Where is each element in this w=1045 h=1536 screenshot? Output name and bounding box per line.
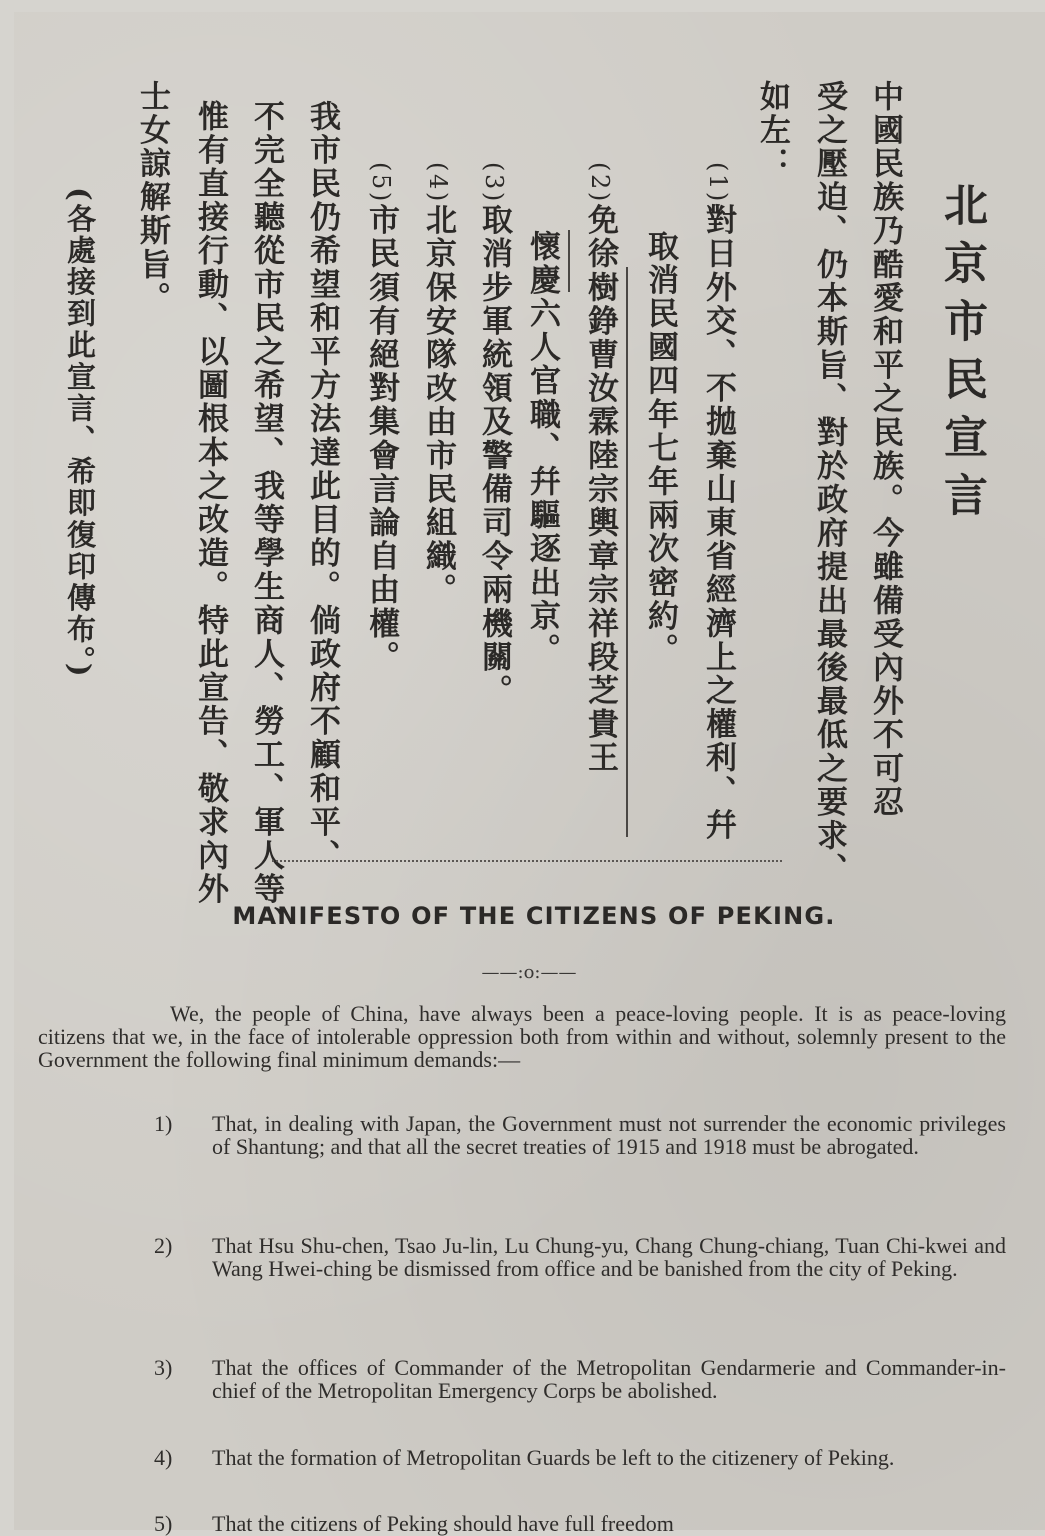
demand-text: That the formation of Metropolitan Guards be left to the citizenery of Peking.: [212, 1445, 895, 1470]
chinese-demand-1-cont: 取消民國四年七年兩次密約。: [642, 230, 678, 667]
demand-number: (2): [586, 162, 614, 204]
chinese-demand-4: (4)北京保安隊改由市民組織。: [420, 162, 456, 607]
chinese-intro-line-3: 如左：: [754, 80, 790, 181]
english-demand-5: [154, 1512, 1006, 1535]
english-intro: We, the people of China, have always been a peace-loving people. It is as peace-loving citizens that we, in the face of intolerable oppression both from within and without, solemnly present to the Government the following final minimum demands:—: [38, 1001, 1006, 1072]
chinese-closing-line-4: 士女諒解斯旨。: [134, 80, 170, 316]
newspaper-page: [14, 12, 1045, 1536]
chinese-demand-2-cont: 懷慶六人官職、幷驅逐出京。: [524, 230, 560, 667]
chinese-reprint-note: (各處接到此宣言、希即復印傳布。): [63, 187, 97, 680]
title-ornament: ——:o:——: [481, 962, 577, 983]
demand-number: (4): [424, 162, 452, 204]
demand-number: 4): [154, 1445, 173, 1470]
demand-text: That, in dealing with Japan, the Government must not surrender the economic privileges of Shantung; and that all the secret treaties of 1915 and 1918 must be abrogated.: [212, 1111, 1006, 1159]
chinese-closing-line-1: 我市民仍希望和平方法達此目的。倘政府不顧和平、: [304, 100, 340, 873]
english-demand-3: [154, 1356, 1006, 1402]
chinese-demand-3: (3)取消步軍統領及警備司令兩機關。: [476, 162, 512, 708]
chinese-closing-line-3: 惟有直接行動、以圖根本之改造。特此宣告、敬求內外: [192, 100, 228, 907]
demand-text: That the citizens of Peking should have full freedom: [212, 1511, 674, 1536]
name-underline-rule: [568, 230, 570, 292]
chinese-demand-2: (2)免徐樹錚曹汝霖陸宗輿章宗祥段芝貴王: [582, 162, 618, 775]
chinese-title: 北京市民宣言: [936, 182, 987, 530]
english-demand-4: [154, 1446, 1006, 1469]
demand-number: 5): [154, 1511, 173, 1536]
demand-text: That Hsu Shu-chen, Tsao Ju-lin, Lu Chung-yu, Chang Chung-chiang, Tuan Chi-kwei and Wang Hwei-ching be dismissed from office and be banished from the city of Peking.: [212, 1233, 1006, 1281]
name-underline-rule: [626, 267, 628, 837]
demand-number: 3): [154, 1355, 173, 1380]
demand-number: (3): [480, 162, 508, 204]
chinese-intro-line-2: 受之壓迫、仍本斯旨、對於政府提出最後最低之要求、: [811, 80, 847, 887]
demand-number: 1): [154, 1111, 173, 1136]
demand-number: (1): [704, 162, 732, 204]
chinese-closing-line-2: 不完全聽從市民之希望、我等學生商人、勞工、軍人等、: [248, 100, 284, 940]
english-title: MANIFESTO OF THE CITIZENS OF PEKING.: [232, 902, 836, 930]
demand-text: That the offices of Commander of the Metropolitan Gendarmerie and Commander-in-chief of the Metropolitan Emergency Corps be abolished.: [212, 1355, 1006, 1403]
english-demand-1: [154, 1112, 1006, 1158]
demand-number: (5): [367, 162, 395, 204]
english-demand-2: [154, 1234, 1006, 1280]
chinese-intro-line-1: 中國民族乃酷愛和平之民族。今雖備受內外不可忍: [867, 80, 903, 820]
chinese-demand-1: (1)對日外交、不拋棄山東省經濟上之權利、幷: [700, 162, 736, 843]
chinese-demand-5: (5)市民須有絕對集會言論自由權。: [363, 162, 399, 675]
section-divider: [272, 860, 782, 872]
demand-number: 2): [154, 1233, 173, 1258]
